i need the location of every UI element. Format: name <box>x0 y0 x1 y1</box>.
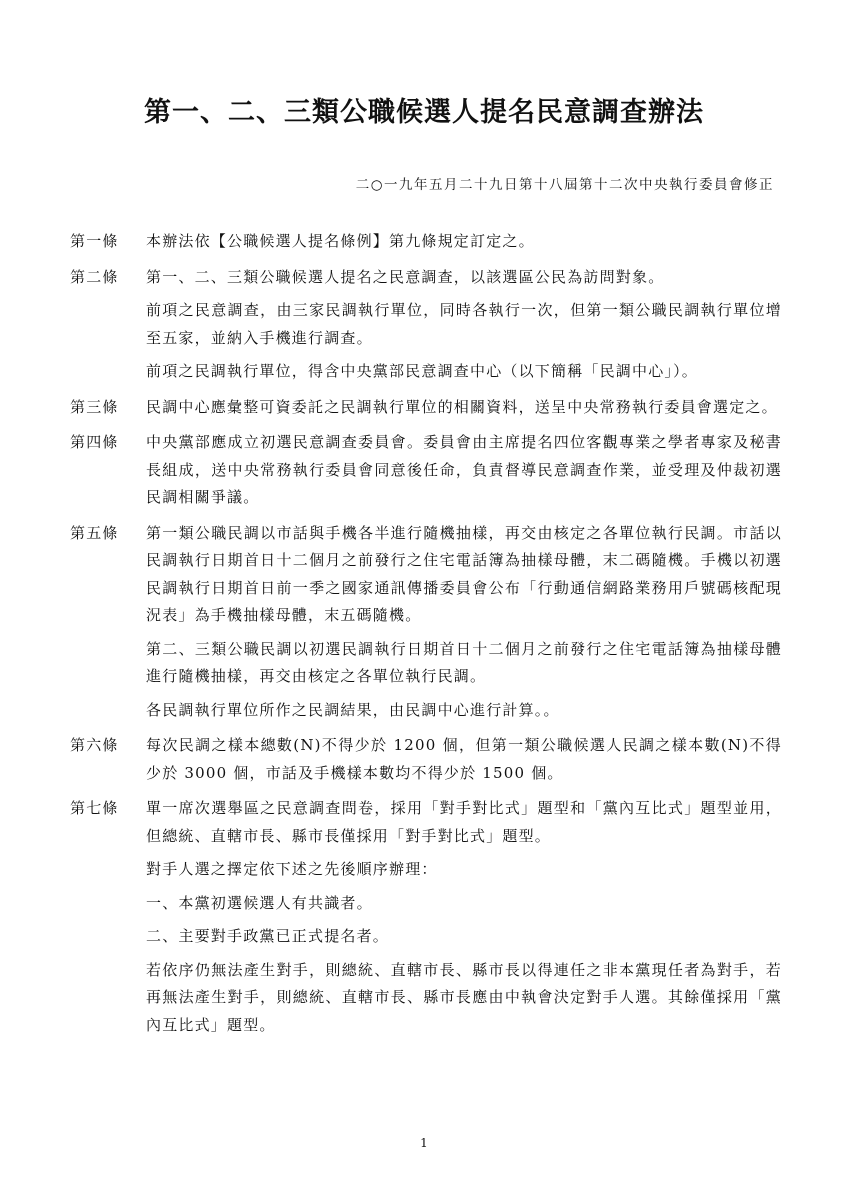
article-label: 第七條 <box>70 799 119 817</box>
article-4 <box>70 429 782 518</box>
paragraph: 第一類公職民調以市話與手機各半進行隨機抽樣，再交由核定之各單位執行民調。市話以民調執行日期首日十二個月之前發行之住宅電話簿為抽樣母體，末二碼隨機。手機以初選民調執行日期首日前一季之國家通訊傳播委員會公布「行動通信網路業務用戶號碼核配現況表」為手機抽樣母體，末五碼隨機。 <box>146 523 782 624</box>
article-label: 第一條 <box>70 232 119 250</box>
paragraph: 民調中心應彙整可資委託之民調執行單位的相關資料，送呈中央常務執行委員會選定之。 <box>146 397 778 416</box>
document-title: 第一、二、三類公職候選人提名民意調查辦法 <box>144 97 704 128</box>
paragraph: 第一、二、三類公職候選人提名之民意調查，以該選區公民為訪問對象。 <box>146 267 665 286</box>
paragraph: 各民調執行單位所作之民調結果，由民調中心進行計算。。 <box>146 700 560 719</box>
article-content <box>146 795 782 1045</box>
article-content <box>146 520 782 731</box>
article-7 <box>70 795 782 1045</box>
article-content <box>146 394 782 428</box>
article-1 <box>70 228 782 262</box>
article-5 <box>70 520 782 731</box>
paragraph: 本辦法依【公職候選人提名條例】第九條規定訂定之。 <box>146 232 535 250</box>
paragraph: 中央黨部應成立初選民意調查委員會。委員會由主席提名四位客觀專業之學者專家及秘書長組成，送中央常務執行委員會同意後任命，負責督導民意調查作業，並受理及仲裁初選民調相關爭議。 <box>146 433 782 506</box>
article-content <box>146 264 782 392</box>
article-content <box>146 429 782 518</box>
article-content <box>146 732 782 793</box>
article-label: 第四條 <box>70 433 119 451</box>
article-6 <box>70 732 782 793</box>
paragraph: 二、主要對手政黨已正式提名者。 <box>146 927 390 945</box>
paragraph: 單一席次選舉區之民意調查問卷，採用「對手對比式」題型和「黨內互比式」題型並用，但總統、直轄市長、縣市長僅採用「對手對比式」題型。 <box>146 799 782 845</box>
paragraph: 一、本黨初選候選人有共識者。 <box>146 893 373 912</box>
paragraph: 前項之民調執行單位，得含中央黨部民意調查中心（以下簡稱「民調中心」）。 <box>146 362 699 380</box>
article-2 <box>70 264 782 392</box>
article-content <box>146 228 782 262</box>
paragraph: 對手人選之擇定依下述之先後順序辦理： <box>146 860 438 878</box>
article-label: 第五條 <box>70 523 119 542</box>
article-label: 第三條 <box>70 397 119 416</box>
paragraph: 第二、三類公職民調以初選民調執行日期首日十二個月之前發行之住宅電話簿為抽樣母體進行隨機抽樣，再交由核定之各單位執行民調。 <box>146 639 782 685</box>
paragraph: 若依序仍無法產生對手，則總統、直轄市長、縣市長以得連任之非本黨現任者為對手，若再無法產生對手，則總統、直轄市長、縣市長應由中執會決定對手人選。其餘僅採用「黨內互比式」題型。 <box>146 960 782 1034</box>
paragraph: 前項之民意調查，由三家民調執行單位，同時各執行一次，但第一類公職民調執行單位增至五家，並納入手機進行調查。 <box>146 301 782 347</box>
article-label: 第二條 <box>70 267 119 286</box>
article-label: 第六條 <box>70 736 119 754</box>
document-body <box>70 228 782 1047</box>
paragraph: 每次民調之樣本總數(N)不得少於 1200 個，但第一類公職候選人民調之樣本數(N)不得少於 3000 個，市話及手機樣本數均不得少於 1500 個。 <box>146 736 782 782</box>
page-number: 1 <box>420 1136 428 1150</box>
amendment-note: 二○一九年五月二十九日第十八屆第十二次中央執行委員會修正 <box>355 177 774 193</box>
article-3 <box>70 394 782 428</box>
